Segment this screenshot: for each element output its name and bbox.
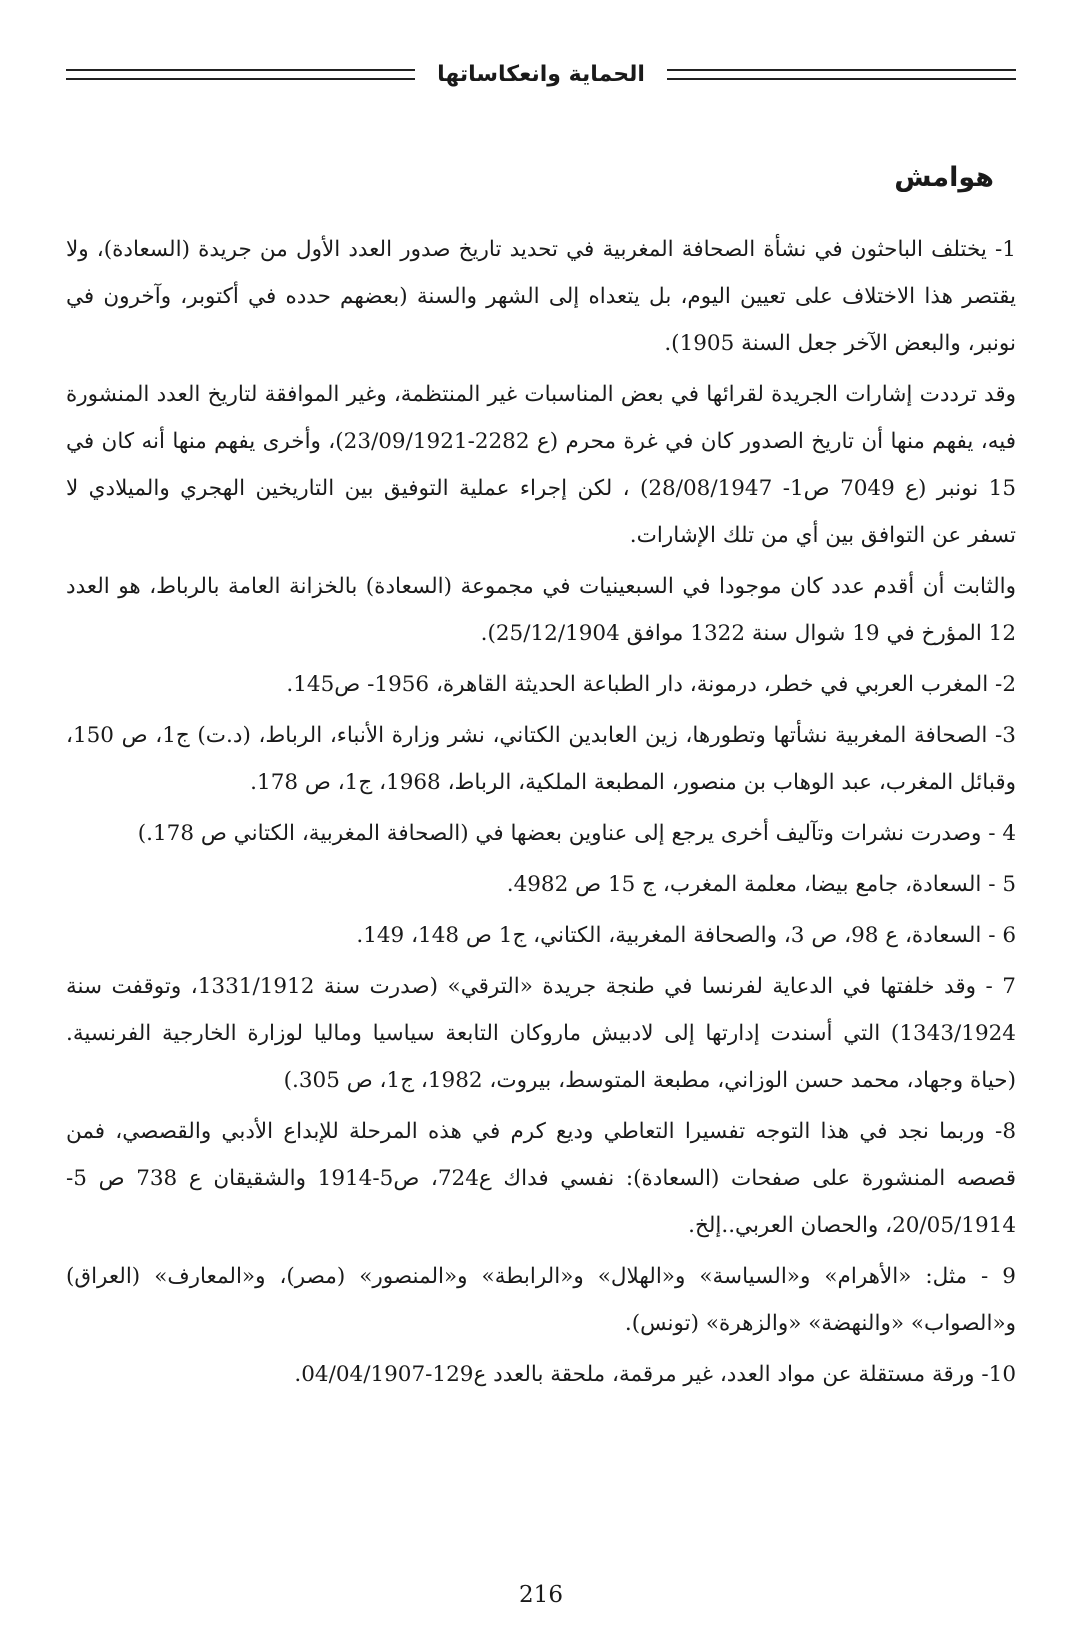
footnote-6 — [66, 912, 1016, 959]
running-header — [66, 56, 1016, 92]
footnote-10 — [66, 1351, 1016, 1398]
section-heading: هوامش — [894, 162, 994, 193]
footnote-text: السعادة، جامع بيضا، معلمة المغرب، ج 15 ص 4982. — [506, 872, 982, 897]
footnote-text: الصحافة المغربية نشأتها وتطورها، زين العابدين الكتاني، نشر وزارة الأنباء، الرباط، (د.ت) ج1، ص 150، وقبائل المغرب، عبد الوهاب بن منصور، المطبعة الملكية، الرباط، 1968، ج1، ص 178. — [66, 723, 1016, 795]
footnote-number: 7 - — [985, 974, 1016, 999]
footnote-number: 3- — [995, 723, 1016, 748]
header-rule-right — [667, 69, 1016, 80]
footnote-7 — [66, 963, 1016, 1104]
footnote-number: 1- — [995, 237, 1016, 262]
footnote-number: 9 - — [981, 1264, 1016, 1289]
footnote-number: 5 - — [988, 872, 1016, 897]
footnote-9 — [66, 1253, 1016, 1347]
footnote-1-paragraph-3: والثابت أن أقدم عدد كان موجودا في السبعينيات في مجموعة (السعادة) بالخزانة العامة بالرباط، هو العدد 12 المؤرخ في 19 شوال سنة 1322 موافق 25/12/1904). — [66, 574, 1016, 646]
footnote-text: ورقة مستقلة عن مواد العدد، غير مرقمة، ملحقة بالعدد ع129-04/04/1907. — [294, 1362, 975, 1387]
footnote-3 — [66, 712, 1016, 806]
footnote-text: يختلف الباحثون في نشأة الصحافة المغربية في تحديد تاريخ صدور العدد الأول من جريدة (السعادة)، ولا يقتصر هذا الاختلاف على تعيين اليوم، بل يتعداه إلى الشهر والسنة (بعضهم حدده في أكتوبر، وآخرون في نونبر، والبعض الآخر جعل السنة 1905). — [66, 237, 1016, 356]
footnote-text: السعادة، ع 98، ص 3، والصحافة المغربية، الكتاني، ج1 ص 148، 149. — [356, 923, 982, 948]
footnote-8 — [66, 1108, 1016, 1249]
footnote-text: مثل: «الأهرام» و«السياسة» و«الهلال» و«الرابطة» و«المنصور» (مصر)، و«المعارف» (العراق) و«الصواب» «والنهضة» «والزهرة» (تونس). — [66, 1264, 1016, 1336]
footnote-4 — [66, 810, 1016, 857]
footnote-text: وربما نجد في هذا التوجه تفسيرا التعاطي وديع كرم في هذه المرحلة للإبداع الأدبي والقصصي، فمن قصصه المنشورة على صفحات (السعادة): نفسي فداك ع724، ص5-1914 والشقيقان ع 738 ص 5-20/05/1914، والحصان العربي..إلخ. — [66, 1119, 1016, 1238]
footnote-number: 2- — [995, 672, 1016, 697]
footnote-text: وصدرت نشرات وتآليف أخرى يرجع إلى عناوين بعضها في (الصحافة المغربية، الكتاني ص 178.) — [137, 821, 982, 846]
running-header-title: الحماية وانعكاساتها — [437, 61, 645, 87]
footnote-text: المغرب العربي في خطر، درمونة، دار الطباعة الحديثة القاهرة، 1956- ص145. — [286, 672, 989, 697]
footnote-number: 6 - — [988, 923, 1016, 948]
footnote-number: 8- — [995, 1119, 1016, 1144]
footnote-number: 10- — [981, 1362, 1016, 1387]
footnote-2 — [66, 661, 1016, 708]
footnote-number: 4 - — [988, 821, 1016, 846]
footnote-5 — [66, 861, 1016, 908]
page-number: 216 — [519, 1582, 563, 1608]
header-rule-left — [66, 69, 415, 80]
footnotes-list — [66, 226, 1016, 1402]
footnote-1 — [66, 226, 1016, 367]
footnote-1-paragraph-2: وقد ترددت إشارات الجريدة لقرائها في بعض المناسبات غير المنتظمة، وغير الموافقة لتاريخ العدد المنشورة فيه، يفهم منها أن تاريخ الصدور كان في غرة محرم (ع 2282-23/09/1921)، وأخرى يفهم منها أنه كان في 15 نونبر (ع 7049 ص1- 28/08/1947) ، لكن إجراء عملية التوفيق بين التاريخين الهجري والميلادي لا تسفر عن التوافق بين أي من تلك الإشارات. — [66, 382, 1016, 548]
footnote-text: وقد خلفتها في الدعاية لفرنسا في طنجة جريدة «الترقي» (صدرت سنة 1331/1912، وتوقفت سنة 1343/1924) التي أسندت إدارتها إلى لادبيش ماروكان التابعة سياسيا وماليا لوزارة الخارجية الفرنسية. (حياة وجهاد، محمد حسن الوزاني، مطبعة المتوسط، بيروت، 1982، ج1، ص 305.) — [66, 974, 1016, 1093]
